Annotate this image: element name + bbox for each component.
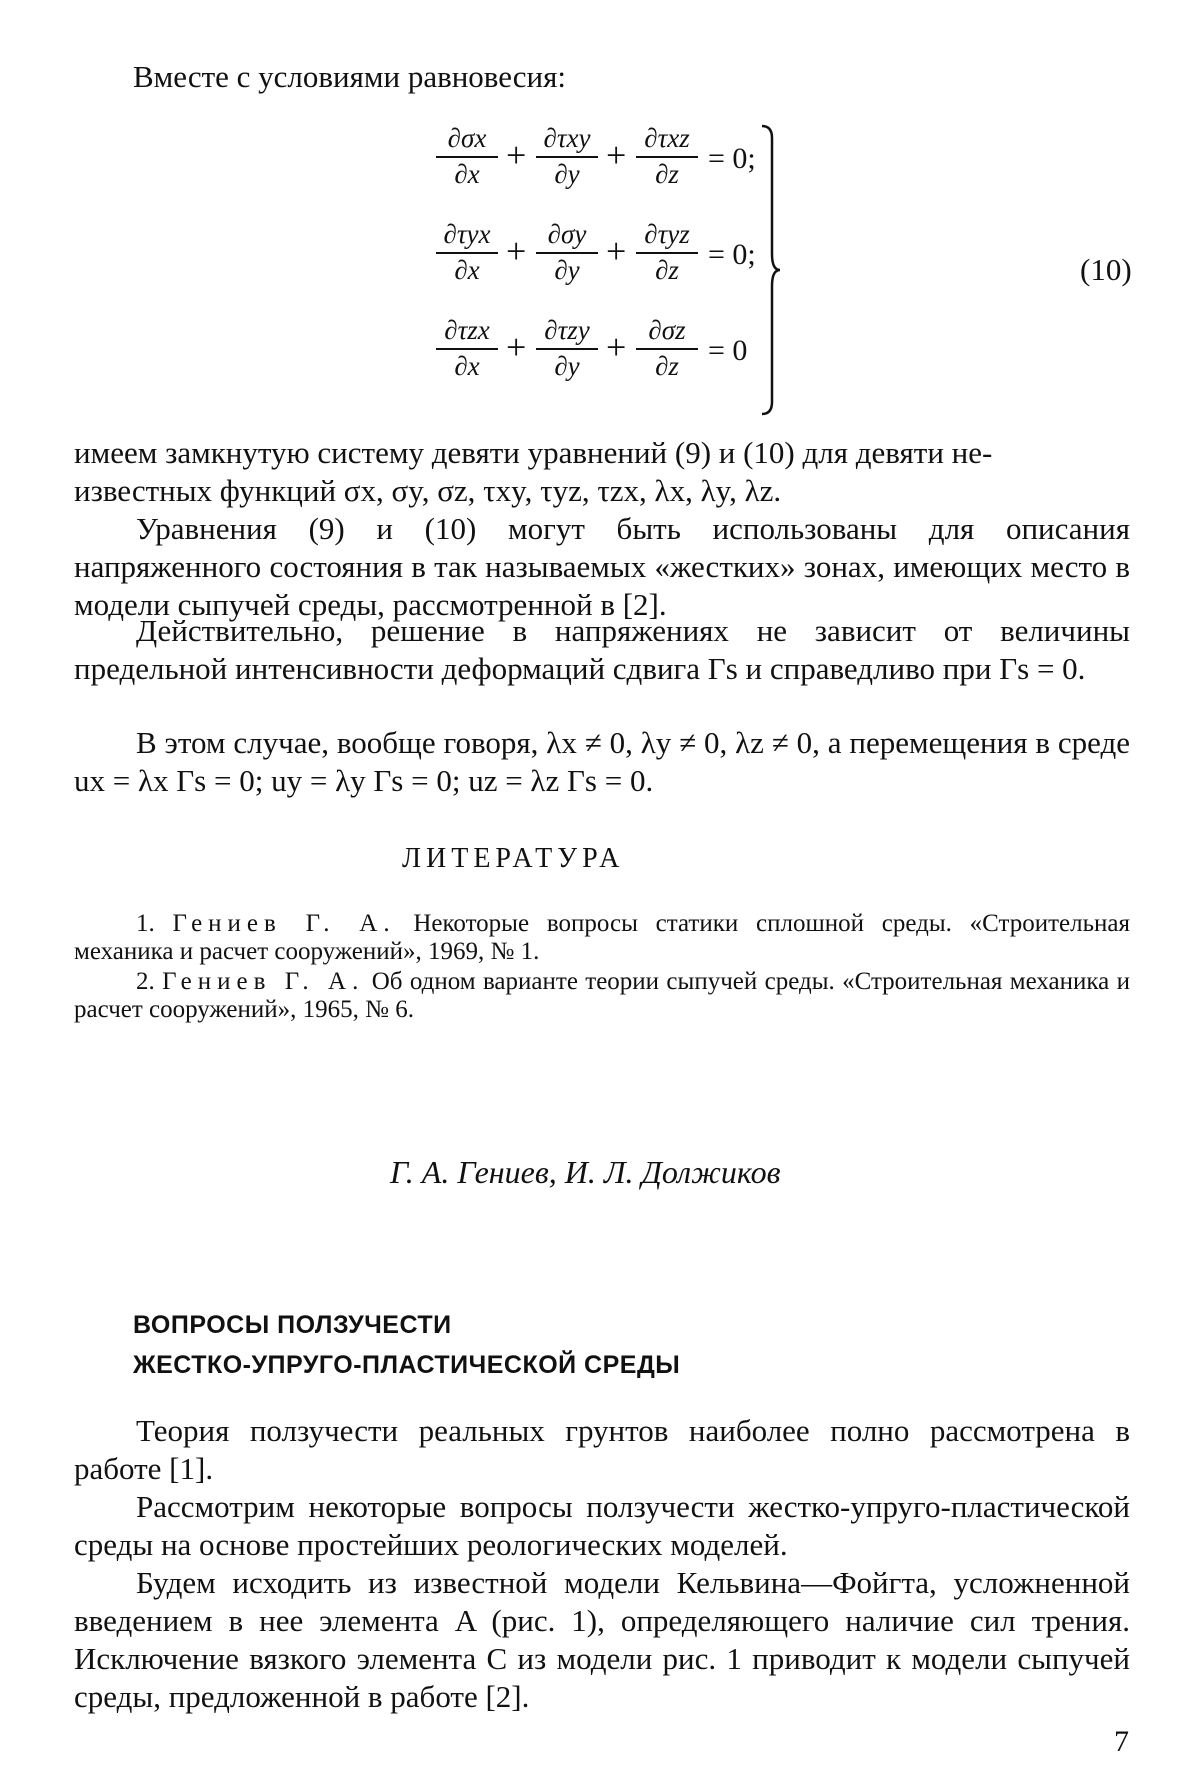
paragraph-stress-solution: Действительно, решение в напряжениях не зависит от величины предельной интенсивности деформаций сдвига Γs и справедливо при Γs = 0.: [74, 613, 1130, 686]
article-paragraph-2: Рассмотрим некоторые вопросы ползучести жестко-упруго-пластической среды на основе простейших реологических моделей.: [74, 1489, 1130, 1562]
denominator: ∂z: [655, 159, 679, 189]
equation-rhs: = 0;: [708, 142, 756, 175]
page-number: 7: [1114, 1725, 1129, 1758]
plus-sign: +: [606, 135, 627, 175]
equation-1: [432, 122, 772, 218]
numerator: ∂σx: [447, 123, 487, 153]
reference-number: 2.: [136, 968, 155, 995]
article-title: [133, 1305, 680, 1385]
fraction: [632, 314, 702, 382]
fraction: [432, 218, 502, 286]
denominator: ∂z: [655, 255, 679, 285]
equation-3: [432, 314, 772, 410]
reference-1: [74, 910, 1130, 966]
reference-text: Некоторые вопросы статики сплошной среды. «Строительная механика и расчет сооружений», 1969, № 1.: [74, 910, 1131, 965]
denominator: ∂y: [554, 159, 580, 189]
denominator: ∂x: [454, 351, 480, 381]
reference-text: Об одном варианте теории сыпучей среды. «Строительная механика и расчет сооружений», 1965, № 6.: [74, 968, 1131, 1023]
denominator: ∂y: [554, 255, 580, 285]
reference-number: 1.: [136, 910, 155, 937]
paragraph-line: известных функций σx, σy, σz, τxy, τyz, τzx, λx, λy, λz.: [74, 473, 782, 508]
plus-sign: +: [606, 231, 627, 271]
title-line: ЖЕСТКО-УПРУГО-ПЛАСТИЧЕСКОЙ СРЕДЫ: [133, 1351, 681, 1379]
article-paragraph-3: Будем исходить из известной модели Кельвина—Фойгта, усложненной введением в нее элемента A (рис. 1), определяющего наличие сил трения. Исключение вязкого элемента C из модели рис. 1 приводит к модели сыпучей среды, предложенной в работе [2].: [74, 1565, 1130, 1714]
right-brace: [760, 124, 782, 416]
reference-2: [74, 968, 1130, 1024]
numerator: ∂σz: [648, 315, 686, 345]
plus-sign: +: [506, 327, 527, 367]
paragraph-line: имеем замкнутую систему девяти уравнений (9) и (10) для девяти не-: [74, 435, 993, 470]
fraction: [632, 218, 702, 286]
fraction: [432, 314, 502, 382]
paragraph-system: [74, 434, 1130, 510]
fraction: [432, 122, 502, 190]
numerator: ∂τxz: [644, 123, 690, 153]
article-authors: Г. А. Гениев, И. Л. Должиков: [390, 1154, 781, 1190]
fraction: [532, 314, 602, 382]
numerator: ∂σy: [547, 219, 587, 249]
reference-author: Гениев Г. А.: [162, 968, 365, 995]
fraction: [532, 218, 602, 286]
fraction: [532, 122, 602, 190]
plus-sign: +: [506, 135, 527, 175]
title-line: ВОПРОСЫ ПОЛЗУЧЕСТИ: [133, 1311, 452, 1339]
paragraph-hard-zones: Уравнения (9) и (10) могут быть использованы для описания напряженного состояния в так называемых «жестких» зонах, имеющих место в модели сыпучей среды, рассмотренной в [2].: [74, 511, 1130, 622]
denominator: ∂x: [454, 159, 480, 189]
plus-sign: +: [606, 327, 627, 367]
equation-rhs: = 0;: [708, 238, 756, 271]
paragraph-displacements: В этом случае, вообще говоря, λx ≠ 0, λy ≠ 0, λz ≠ 0, а перемещения в среде ux = λx Γs = 0; uy = λy Γs = 0; uz = λz Γs = 0.: [74, 725, 1130, 798]
equation-rhs: = 0: [708, 334, 748, 367]
equation-2: [432, 218, 772, 314]
denominator: ∂x: [454, 255, 480, 285]
plus-sign: +: [506, 231, 527, 271]
numerator: ∂τyx: [443, 219, 491, 249]
intro-line: Вместе с условиями равновесия:: [133, 59, 567, 94]
literature-heading: ЛИТЕРАТУРА: [402, 843, 625, 874]
numerator: ∂τyz: [644, 219, 690, 249]
reference-author: Гениев Г. А.: [172, 910, 396, 937]
denominator: ∂y: [554, 351, 580, 381]
denominator: ∂z: [655, 351, 679, 381]
numerator: ∂τzy: [544, 315, 590, 345]
numerator: ∂τxy: [543, 123, 591, 153]
article-paragraph-1: Теория ползучести реальных грунтов наиболее полно рассмотрена в работе [1].: [74, 1413, 1130, 1486]
fraction: [632, 122, 702, 190]
equation-number: (10): [1080, 252, 1132, 287]
numerator: ∂τzx: [444, 315, 490, 345]
